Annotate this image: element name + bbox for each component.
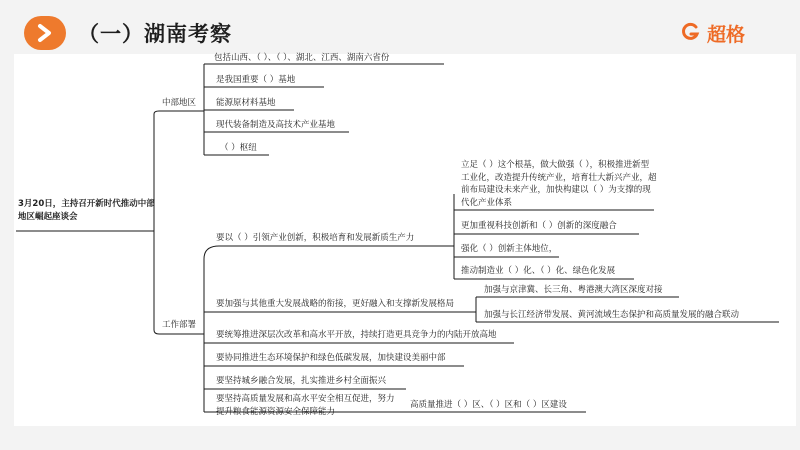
task-subitem-enterprise: 强化（ ）创新主体地位， <box>461 244 558 254</box>
task-subitem-tech-fusion: 更加重视科技创新和（ ）创新的深度融合 <box>461 221 617 231</box>
mindmap-panel <box>14 54 796 426</box>
task-item-reform: 要统筹推进深层次改革和高水平开放，持续打造更具竞争力的内陆开放高地 <box>216 330 497 340</box>
branch-label-central-region: 中部地区 <box>162 98 197 108</box>
region-item-manufacturing: 现代装备制造及高技术产业基地 <box>216 120 336 130</box>
page-title: （一）湖南考察 <box>78 22 232 46</box>
task-subitem-zones: 高质量推进（ ）区、（ ）区和（ ）区建设 <box>410 400 567 410</box>
task-subitem-regional-link: 加强与京津冀、长三角、粤港澳大湾区深度对接 <box>484 285 663 295</box>
branch-label-work-plan: 工作部署 <box>162 320 197 330</box>
task-item-rural: 要坚持城乡融合发展，扎实推进乡村全面振兴 <box>216 376 387 386</box>
task-item-security: 要坚持高质量发展和高水平安全相互促进，努力提升粮食能源资源安全保障能力 <box>216 394 395 417</box>
header-bar <box>0 0 800 54</box>
task-subitem-industry-base: 立足（ ）这个根基，做大做强（ ），积极推进新型工业化，改造提升传统产业，培育壮大新兴产业，超前布局建设未来产业，加快构建以（ ）为支撑的现代化产业体系 <box>461 160 657 208</box>
task-item-strategy: 要加强与其他重大发展战略的衔接，更好融入和支撑新发展格局 <box>216 299 455 309</box>
region-item-base: 是我国重要（ ）基地 <box>216 75 296 85</box>
task-subitem-manufacturing: 推动制造业（ ）化、（ ）化、绿色化发展 <box>461 266 616 276</box>
chevron-right-icon <box>35 23 55 43</box>
section-badge <box>24 16 66 50</box>
brand-name: 超格 <box>707 24 746 46</box>
task-item-ecology: 要协同推进生态环境保护和绿色低碳发展，加快建设美丽中部 <box>216 353 446 363</box>
brand-logo-icon <box>681 22 701 42</box>
mindmap-root: 3月20日，主持召开新时代推动中部地区崛起座谈会 <box>18 199 155 222</box>
task-subitem-river-link: 加强与长江经济带发展、黄河流域生态保护和高质量发展的融合联动 <box>484 310 740 320</box>
region-item-provinces: 包括山西、（ ）、（ ）、湖北、江西、湖南六省份 <box>214 53 390 63</box>
task-item-innovation: 要以（ ）引领产业创新，积极培育和发展新质生产力 <box>216 233 415 243</box>
region-item-hub: （ ）枢纽 <box>220 143 257 153</box>
region-item-energy: 能源原材料基地 <box>216 98 276 108</box>
